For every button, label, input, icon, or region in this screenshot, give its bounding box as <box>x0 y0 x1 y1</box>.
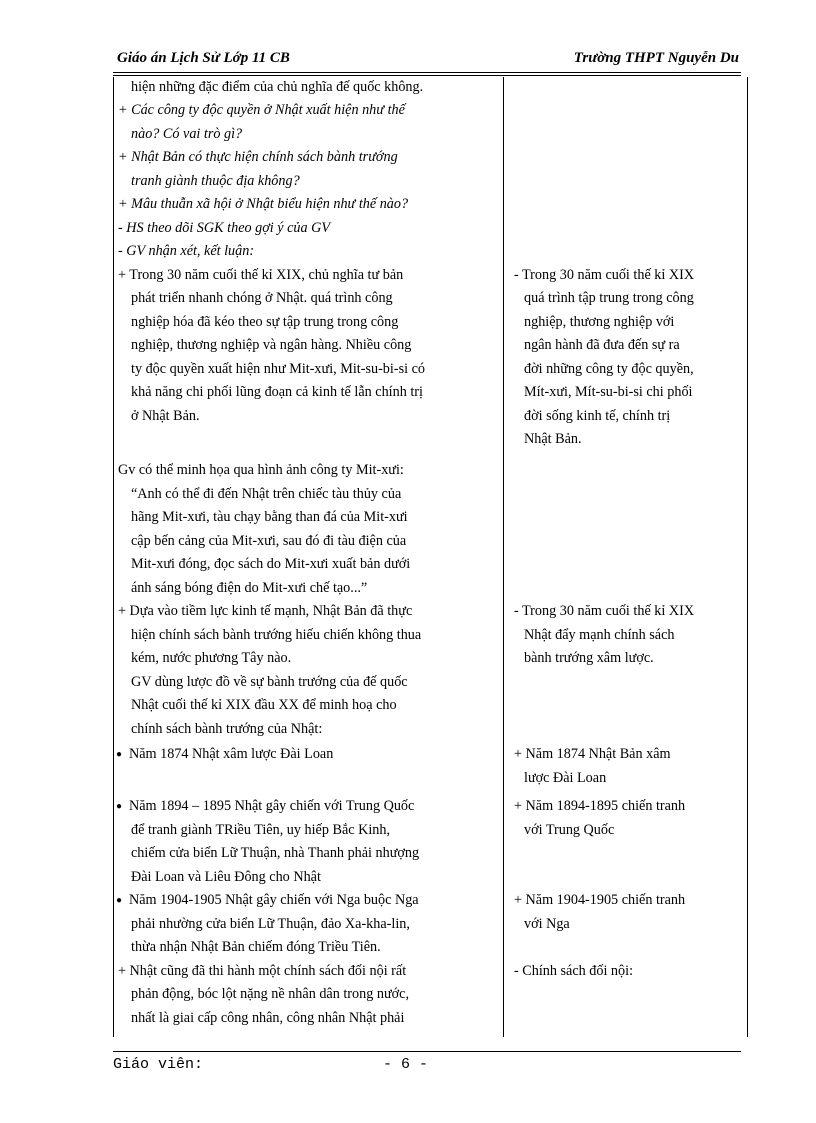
text-line: phát triển nhanh chóng ở Nhật. quá trình công <box>131 290 393 306</box>
text-line: với Trung Quốc <box>524 822 615 838</box>
bullet-icon: ● <box>116 895 123 906</box>
bullet-icon: ● <box>116 749 123 760</box>
text-line: - HS theo dõi SGK theo gợi ý của GV <box>118 220 331 236</box>
text-line: để tranh giành TRiều Tiên, uy hiếp Bắc Kinh, <box>131 822 391 838</box>
text-line: tranh giành thuộc địa không? <box>131 173 300 189</box>
page-number: - 6 - <box>383 1056 429 1073</box>
text-line: hiện những đặc điểm của chủ nghĩa đế quốc không. <box>131 79 424 95</box>
text-line: ngân hành đã đưa đến sự ra <box>524 337 680 353</box>
text-line: kém, nước phương Tây nào. <box>131 650 292 666</box>
text-line: Năm 1874 Nhật xâm lược Đài Loan <box>129 746 334 762</box>
text-line: chính sách bành trướng của Nhật: <box>131 721 323 737</box>
text-line: nào? Có vai trò gì? <box>131 126 243 142</box>
text-line: + Năm 1904-1905 chiến tranh <box>514 892 686 908</box>
text-line: - Chính sách đối nội: <box>514 963 634 979</box>
footer-teacher-label: Giáo viên: <box>113 1056 204 1073</box>
text-line: Nhật đẩy mạnh chính sách <box>524 627 675 643</box>
text-line: đời sống kinh tế, chính trị <box>524 408 671 424</box>
text-line: Mit-xưi đóng, đọc sách do Mit-xưi xuất bản dưới <box>131 556 411 572</box>
text-line: - GV nhận xét, kết luận: <box>118 243 255 259</box>
text-line: + Nhật cũng đã thi hành một chính sách đối nội rất <box>118 963 407 979</box>
text-line: Nhật Bản. <box>524 431 582 447</box>
column-divider <box>503 77 504 1037</box>
text-line: với Nga <box>524 916 570 932</box>
text-line: GV dùng lược đồ về sự bành trướng của đế quốc <box>131 674 408 690</box>
text-line: bành trướng xâm lược. <box>524 650 654 666</box>
text-line: - Trong 30 năm cuối thế kỉ XIX <box>514 267 695 283</box>
text-line: + Mâu thuẫn xã hội ở Nhật biểu hiện như thế nào? <box>118 196 409 212</box>
text-line: quá trình tập trung trong công <box>524 290 694 306</box>
text-line: Mít-xưi, Mít-su-bi-si chi phối <box>524 384 693 400</box>
text-line: khả năng chi phối lũng đoạn cả kinh tế lẫn chính trị <box>131 384 423 400</box>
text-line: phải nhường cửa biển Lữ Thuận, đảo Xa-kha-lin, <box>131 916 410 932</box>
text-line: hãng Mit-xưi, tàu chạy bằng than đá của Mit-xưi <box>131 509 408 525</box>
footer-rule <box>113 1051 741 1052</box>
text-line: + Dựa vào tiềm lực kinh tế mạnh, Nhật Bản đã thực <box>118 603 413 619</box>
text-line: nghiệp hóa đã kéo theo sự tập trung trong công <box>131 314 399 330</box>
text-line: + Các công ty độc quyền ở Nhật xuất hiện như thế <box>118 102 405 118</box>
page-header <box>113 46 741 70</box>
text-line: + Nhật Bản có thực hiện chính sách bành trướng <box>118 149 398 165</box>
text-line: thừa nhận Nhật Bản chiếm đóng Triều Tiên. <box>131 939 381 955</box>
bullet-icon: ● <box>116 801 123 812</box>
text-line: hiện chính sách bành trướng hiếu chiến không thua <box>131 627 422 643</box>
header-lesson-title: Giáo án Lịch Sử Lớp 11 CB <box>117 50 290 66</box>
text-line: ánh sáng bóng điện do Mit-xưi chế tạo...” <box>131 580 368 596</box>
text-line: Gv có thể minh họa qua hình ảnh công ty Mit-xưi: <box>118 462 404 478</box>
text-line: chiếm cửa biển Lữ Thuận, nhà Thanh phải nhượng <box>131 845 420 861</box>
text-line: “Anh có thể đi đến Nhật trên chiếc tàu thủy của <box>131 486 402 502</box>
header-school-name: Trường THPT Nguyễn Du <box>573 50 739 66</box>
text-line: ty độc quyền xuất hiện như Mit-xưi, Mit-su-bi-si có <box>131 361 425 377</box>
text-line: nhất là giai cấp công nhân, công nhân Nhật phải <box>131 1010 405 1026</box>
text-line: - Trong 30 năm cuối thế kỉ XIX <box>514 603 695 619</box>
header-rule <box>113 72 741 73</box>
text-line: Năm 1894 – 1895 Nhật gây chiến với Trung Quốc <box>129 798 415 814</box>
text-line: lược Đài Loan <box>524 770 607 786</box>
text-line: + Trong 30 năm cuối thế kỉ XIX, chủ nghĩa tư bản <box>118 267 404 283</box>
text-line: cập bến cảng của Mit-xưi, sau đó đi tàu điện của <box>131 533 407 549</box>
text-line: + Năm 1874 Nhật Bản xâm <box>514 746 671 762</box>
text-line: + Năm 1894-1895 chiến tranh <box>514 798 686 814</box>
text-line: nghiệp, thương nghiệp và ngân hàng. Nhiều công <box>131 337 412 353</box>
text-line: Đài Loan và Liêu Đông cho Nhật <box>131 869 321 885</box>
text-line: Nhật cuối thế kỉ XIX đầu XX để minh hoạ cho <box>131 697 397 713</box>
text-line: nghiệp, thương nghiệp với <box>524 314 675 330</box>
text-line: Năm 1904-1905 Nhật gây chiến với Nga buộc Nga <box>129 892 419 908</box>
text-line: phản động, bóc lột nặng nề nhân dân trong nước, <box>131 986 409 1002</box>
text-line: đời những công ty độc quyền, <box>524 361 694 377</box>
text-line: ở Nhật Bản. <box>131 408 200 424</box>
